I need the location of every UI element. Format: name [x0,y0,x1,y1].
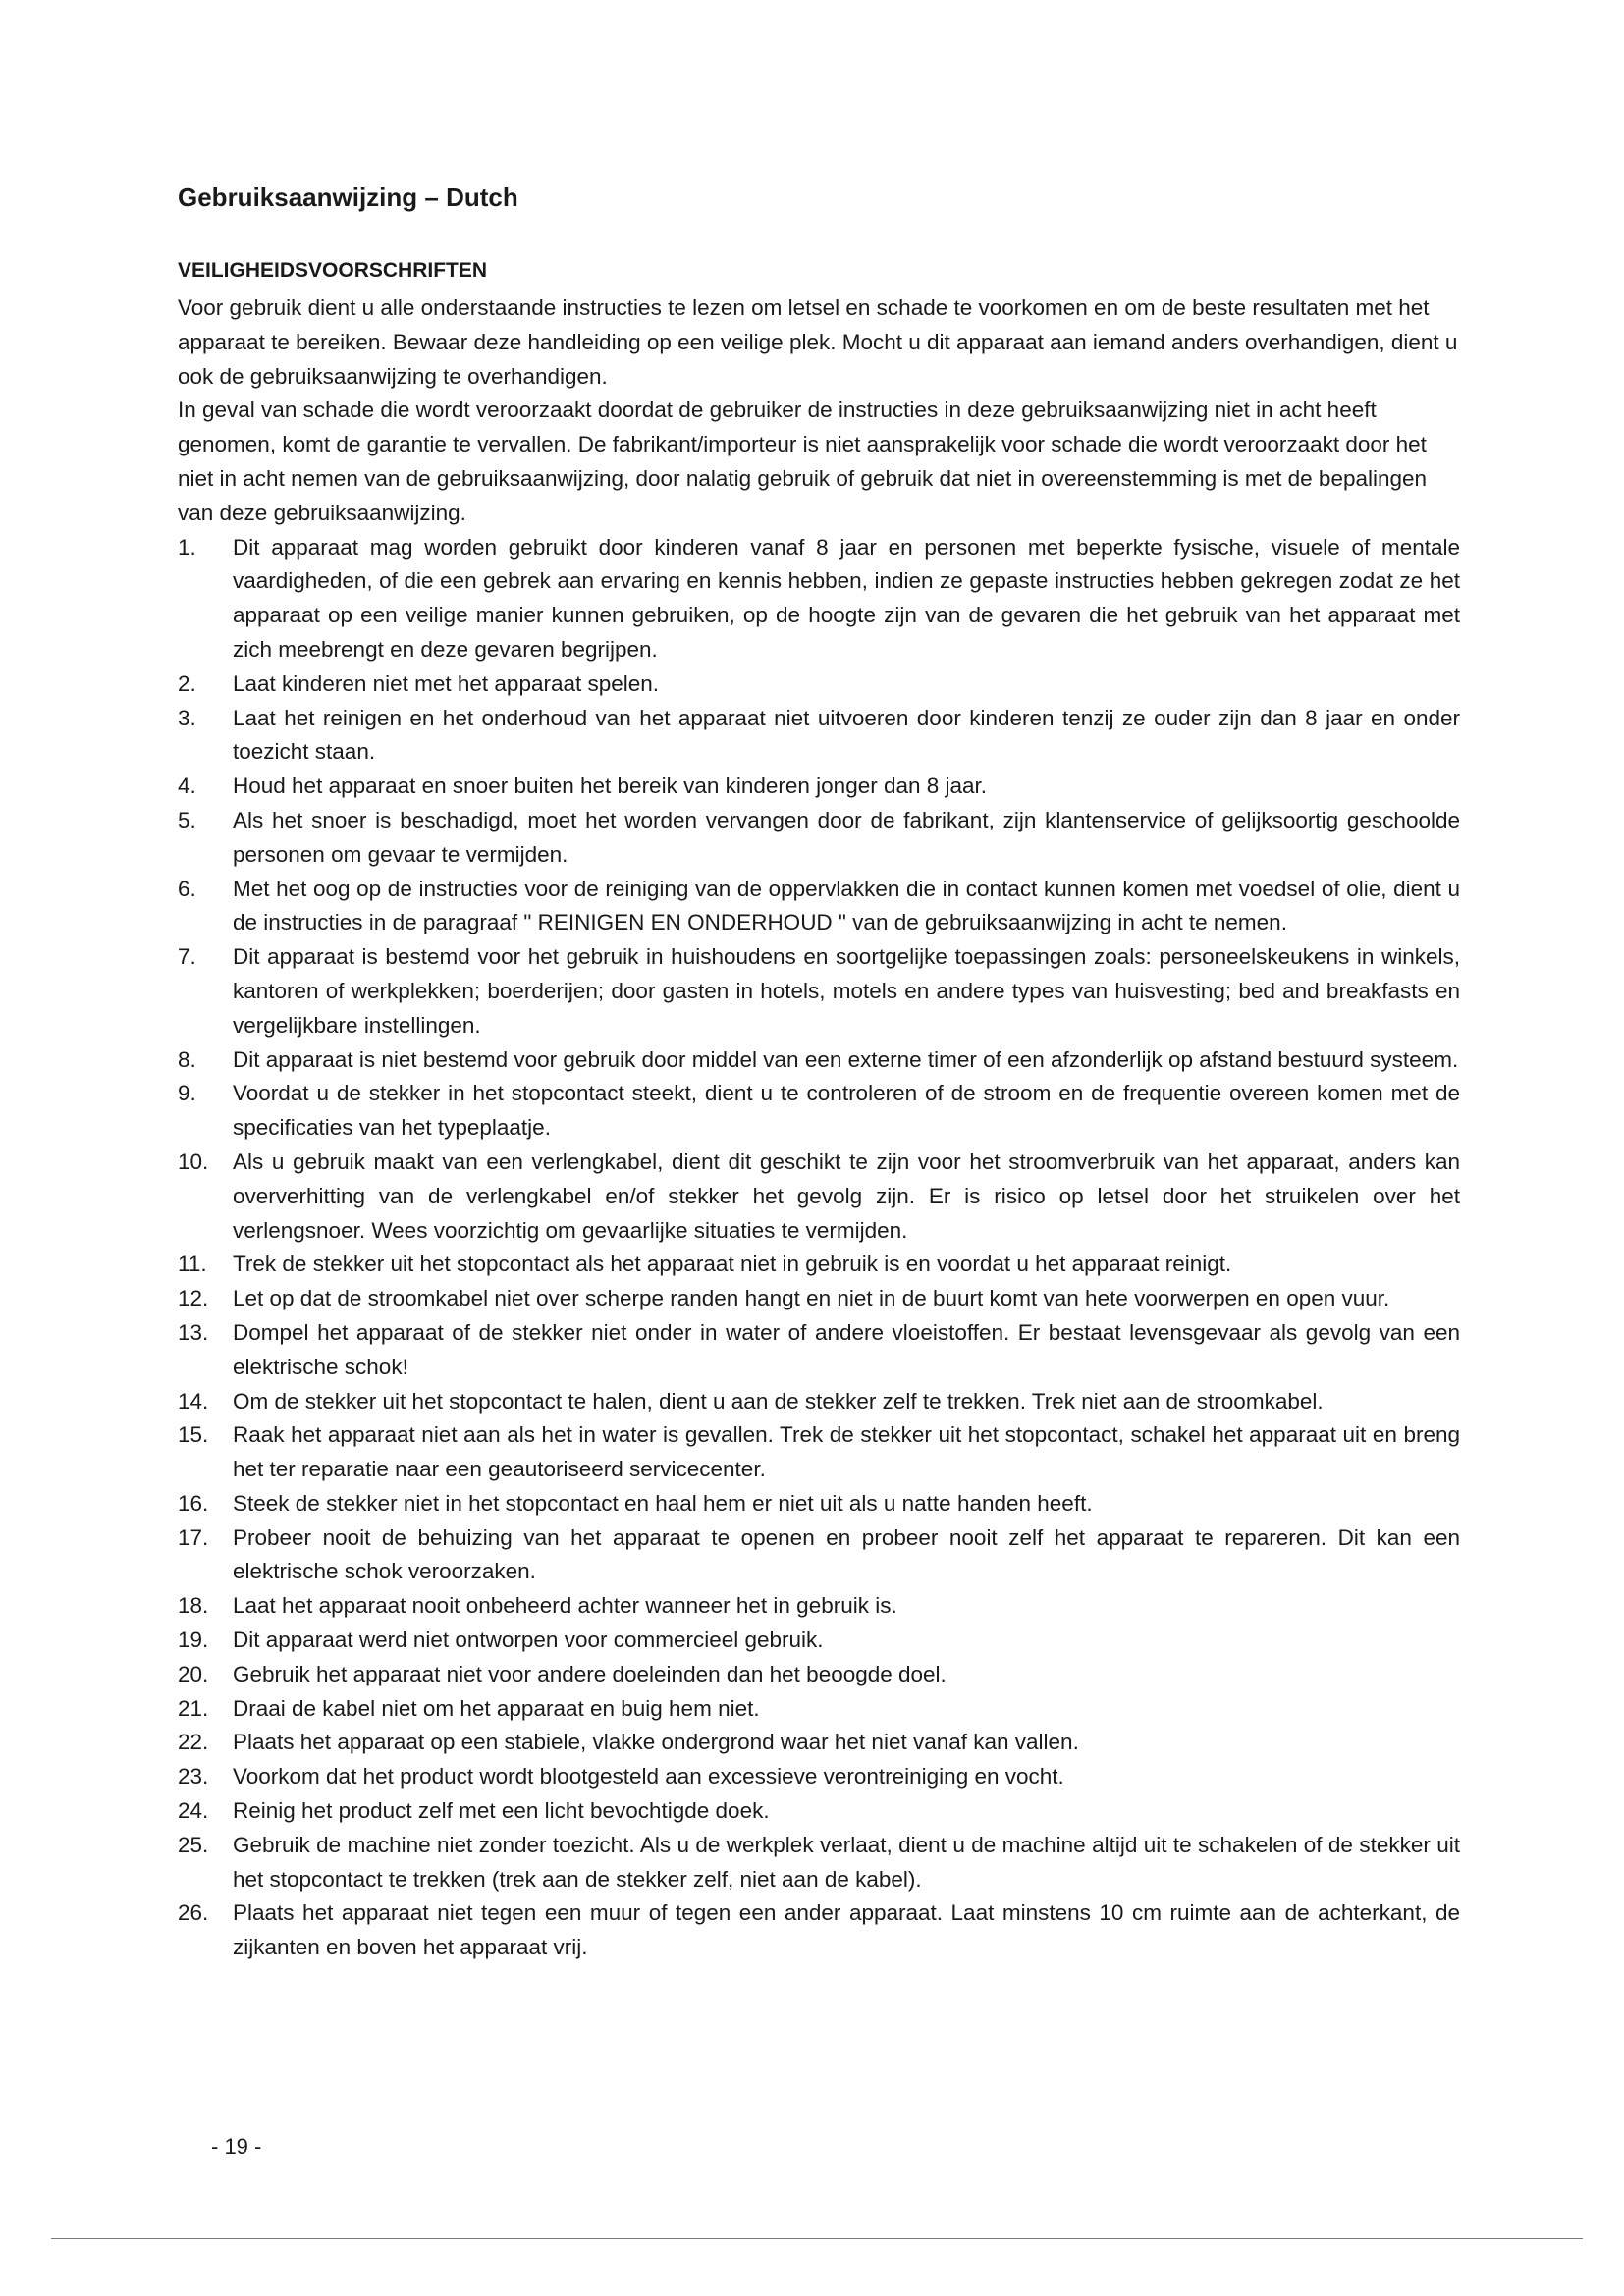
safety-rule-text: Houd het apparaat en snoer buiten het bereik van kinderen jonger dan 8 jaar. [233,774,988,799]
safety-rule-item [178,1726,1460,1760]
safety-rule-item [178,770,1460,804]
safety-rule-number: 2. [178,670,196,696]
safety-rule-item [178,1418,1460,1487]
safety-rule-number: 21. [178,1695,209,1721]
safety-rule-text: Draai de kabel niet om het apparaat en buig hem niet. [233,1695,760,1721]
safety-rules-list [178,531,1460,1965]
safety-instructions [178,292,1460,1965]
safety-rule-text: Probeer nooit de behuizing van het apparaat te openen en probeer nooit zelf het apparaat te repareren. Dit kan een elektrische schok veroorzaken. [233,1524,1460,1584]
safety-rule-item [178,804,1460,873]
safety-rule-text: Dompel het apparaat of de stekker niet onder in water of andere vloeistoffen. Er bestaat levensgevaar als gevolg van een elektrische schok! [233,1319,1460,1379]
safety-rule-item [178,702,1460,771]
safety-rule-text: Plaats het apparaat op een stabiele, vlakke ondergrond waar het niet vanaf kan vallen. [233,1730,1079,1755]
safety-rule-text: Steek de stekker niet in het stopcontact en haal hem er niet uit als u natte handen heeft. [233,1490,1093,1516]
safety-rule-text: Gebruik het apparaat niet voor andere doeleinden dan het beoogde doel. [233,1661,947,1686]
safety-rule-text: Laat het reinigen en het onderhoud van het apparaat niet uitvoeren door kinderen tenzij ze ouder zijn dan 8 jaar en onder toezicht staan. [233,705,1460,765]
safety-rule-number: 26. [178,1900,209,1926]
safety-rule-number: 5. [178,807,196,832]
safety-rule-number: 12. [178,1286,209,1311]
safety-rule-item [178,1146,1460,1248]
safety-rule-item [178,940,1460,1042]
safety-rule-number: 23. [178,1764,209,1789]
safety-rule-item [178,1896,1460,1965]
safety-rule-text: Dit apparaat mag worden gebruikt door kinderen vanaf 8 jaar en personen met beperkte fysische, visuele of mentale vaardigheden, of die een gebrek aan ervaring en kennis hebben, indien ze gepaste instructies hebben gekregen zodat ze het apparaat op een veilige manier kunnen gebruiken, op de hoogte zijn van de gevaren die het gebruik van het apparaat met zich meebrengt en deze gevaren begrijpen. [233,534,1460,662]
safety-rule-number: 25. [178,1832,209,1857]
safety-rule-item [178,873,1460,941]
safety-rule-text: Dit apparaat werd niet ontworpen voor commercieel gebruik. [233,1628,824,1653]
intro-paragraph-2: In geval van schade die wordt veroorzaakt doordat de gebruiker de instructies in deze gebruiksaanwijzing niet in acht heeft genomen, komt de garantie te vervallen. De fabrikant/importeur is niet aansprakelijk voor schade die wordt veroorzaakt door het niet in acht nemen van de gebruiksaanwijzing, door nalatig gebruik of gebruik dat niet in overeenstemming is met de bepalingen van deze gebruiksaanwijzing. [178,398,1428,525]
safety-rule-number: 7. [178,944,196,970]
safety-rule-number: 13. [178,1319,209,1345]
safety-rule-number: 18. [178,1593,209,1619]
safety-rule-number: 6. [178,876,196,901]
safety-rule-number: 15. [178,1422,209,1448]
safety-rule-number: 20. [178,1661,209,1686]
safety-rule-text: Als het snoer is beschadigd, moet het worden vervangen door de fabrikant, zijn klantenservice of gelijksoortig geschoolde personen om gevaar te vermijden. [233,807,1460,867]
safety-rule-item [178,667,1460,702]
page-bottom-divider [51,2238,1583,2239]
safety-rule-text: Om de stekker uit het stopcontact te halen, dient u aan de stekker zelf te trekken. Trek niet aan de stroomkabel. [233,1388,1324,1414]
safety-rule-item [178,1794,1460,1829]
safety-rule-text: Let op dat de stroomkabel niet over scherpe randen hangt en niet in de buurt komt van hete voorwerpen en open vuur. [233,1286,1390,1311]
safety-rule-number: 16. [178,1490,209,1516]
safety-rule-text: Plaats het apparaat niet tegen een muur of tegen een ander apparaat. Laat minstens 10 cm ruimte aan de achterkant, de zijkanten en boven het apparaat vrij. [233,1900,1460,1960]
safety-rule-text: Voorkom dat het product wordt blootgesteld aan excessieve verontreiniging en vocht. [233,1764,1064,1789]
safety-rule-number: 4. [178,774,196,799]
safety-rule-number: 11. [178,1252,207,1277]
safety-rule-text: Dit apparaat is niet bestemd voor gebruik door middel van een externe timer of een afzonderlijk op afstand bestuurd systeem. [233,1046,1459,1072]
intro-paragraph-1: Voor gebruik dient u alle onderstaande instructies te lezen om letsel en schade te voorkomen en om de beste resultaten met het apparaat te bereiken. Bewaar deze handleiding op een veilige plek. Mocht u dit apparaat aan iemand anders overhandigen, dient u ook de gebruiksaanwijzing te overhandigen. [178,295,1458,389]
safety-rule-item [178,1522,1460,1590]
safety-rule-text: Voordat u de stekker in het stopcontact steekt, dient u te controleren of de stroom en de frequentie overeen komen met de specificaties van het typeplaatje. [233,1081,1460,1141]
safety-rule-number: 9. [178,1081,196,1106]
safety-rule-number: 14. [178,1388,209,1414]
safety-rule-text: Gebruik de machine niet zonder toezicht. Als u de werkplek verlaat, dient u de machine altijd uit te schakelen of de stekker uit het stopcontact te trekken (trek aan de stekker zelf, niet aan de kabel). [233,1832,1460,1892]
safety-rule-item [178,1487,1460,1522]
safety-rule-item [178,1248,1460,1282]
safety-rule-item [178,1658,1460,1692]
safety-rule-item [178,1692,1460,1727]
safety-rule-text: Dit apparaat is bestemd voor het gebruik in huishoudens en soortgelijke toepassingen zoals: personeelskeukens in winkels, kantoren of werkplekken; boerderijen; door gasten in hotels, motels en andere types van huisvesting; bed and breakfasts en vergelijkbare instellingen. [233,944,1460,1038]
safety-rule-text: Reinig het product zelf met een licht bevochtigde doek. [233,1798,770,1824]
section-heading: VEILIGHEIDSVOORSCHRIFTEN [178,259,488,282]
safety-rule-number: 8. [178,1046,196,1072]
safety-rule-text: Raak het apparaat niet aan als het in water is gevallen. Trek de stekker uit het stopcontact, schakel het apparaat uit en breng het ter reparatie naar een geautoriseerd servicecenter. [233,1422,1460,1482]
safety-rule-text: Laat het apparaat nooit onbeheerd achter wanneer het in gebruik is. [233,1593,897,1619]
document-title: Gebruiksaanwijzing – Dutch [178,183,518,212]
safety-rule-number: 3. [178,705,196,730]
safety-rule-number: 10. [178,1148,209,1174]
safety-rule-item [178,1077,1460,1146]
safety-rule-item [178,1282,1460,1316]
safety-rule-text: Trek de stekker uit het stopcontact als het apparaat niet in gebruik is en voordat u het apparaat reinigt. [233,1252,1232,1277]
safety-rule-number: 24. [178,1798,209,1824]
safety-rule-text: Met het oog op de instructies voor de reiniging van de oppervlakken die in contact kunnen komen met voedsel of olie, dient u de instructies in de paragraaf " REINIGEN EN ONDERHOUD " van de gebruiksaanwijzing in acht te nemen. [233,876,1460,935]
safety-rule-text: Als u gebruik maakt van een verlengkabel, dient dit geschikt te zijn voor het stroomverbruik van het apparaat, anders kan oververhitting van de verlengkabel en/of stekker het gevolg zijn. Er is risico op letsel door het struikelen over het verlengsnoer. Wees voorzichtig om gevaarlijke situaties te vermijden. [233,1148,1460,1243]
safety-rule-item [178,1624,1460,1658]
safety-rule-number: 22. [178,1730,209,1755]
safety-rule-item [178,1760,1460,1794]
safety-rule-item [178,1043,1460,1078]
safety-rule-item [178,531,1460,667]
page-number: - 19 - [211,2134,262,2159]
safety-rule-item [178,1829,1460,1897]
safety-rule-number: 1. [178,534,196,560]
safety-rule-item [178,1385,1460,1419]
safety-rule-item [178,1589,1460,1624]
safety-rule-number: 17. [178,1524,209,1550]
safety-rule-text: Laat kinderen niet met het apparaat spelen. [233,670,660,696]
safety-rule-item [178,1316,1460,1385]
safety-rule-number: 19. [178,1628,209,1653]
